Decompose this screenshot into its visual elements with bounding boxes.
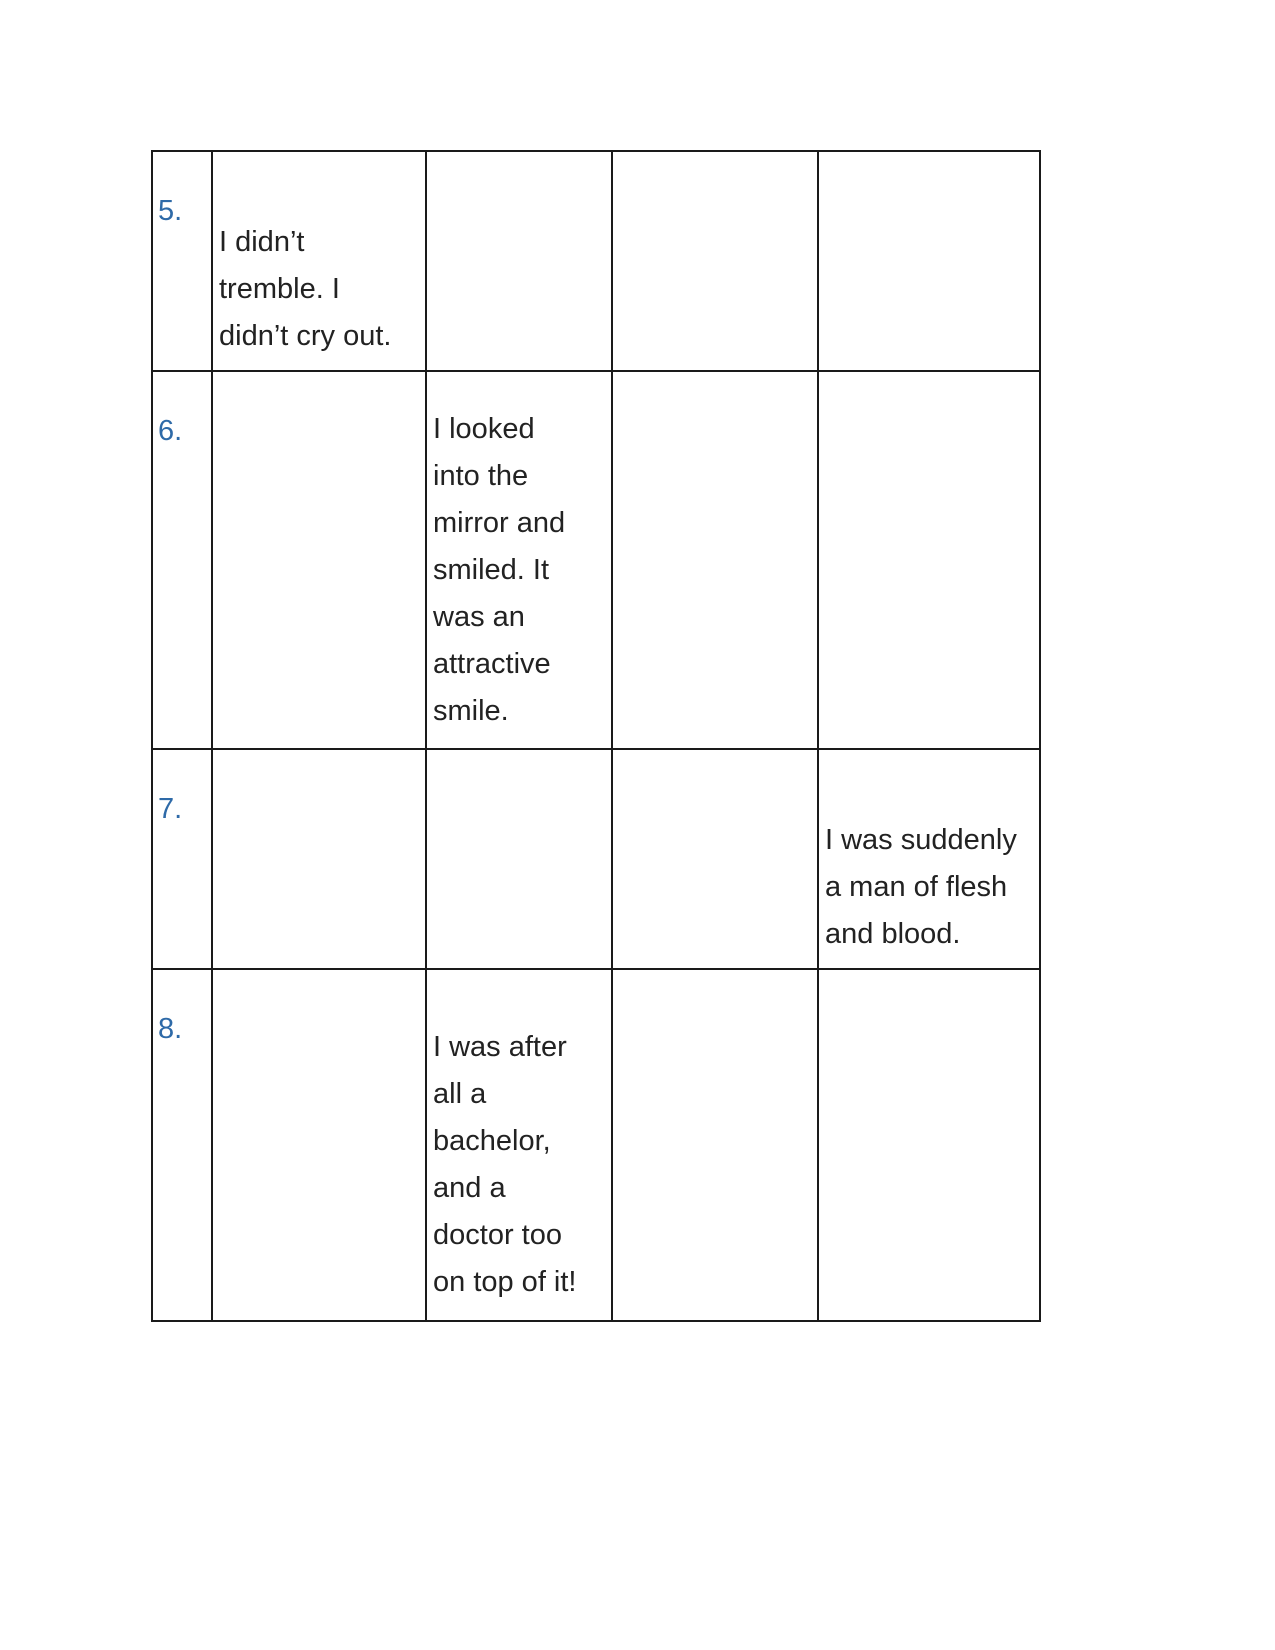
row-number-cell xyxy=(152,151,212,371)
table-cell xyxy=(212,969,426,1321)
table-row xyxy=(152,969,1040,1321)
row-number: 7. xyxy=(158,793,183,825)
table-cell xyxy=(612,969,818,1321)
cell-text: I was suddenly a man of flesh and blood. xyxy=(825,824,1017,950)
table-cell xyxy=(426,151,612,371)
cell-text: I didn’t tremble. I didn’t cry out. xyxy=(219,226,392,352)
row-number-cell xyxy=(152,969,212,1321)
table-cell xyxy=(818,151,1040,371)
sentence-table xyxy=(151,150,1041,1322)
table-cell xyxy=(212,371,426,749)
table-cell xyxy=(818,749,1040,969)
table-row xyxy=(152,151,1040,371)
table-cell xyxy=(612,151,818,371)
row-number-cell xyxy=(152,749,212,969)
cell-text: I looked into the mirror and smiled. It was an attractive smile. xyxy=(433,413,566,727)
table-cell xyxy=(612,749,818,969)
cell-text: I was after all a bachelor, and a doctor too on top of it! xyxy=(433,1031,577,1298)
row-number: 8. xyxy=(158,1013,183,1045)
table-cell xyxy=(212,151,426,371)
table-cell xyxy=(612,371,818,749)
table-row xyxy=(152,371,1040,749)
row-number-cell xyxy=(152,371,212,749)
table-cell xyxy=(818,969,1040,1321)
table-cell xyxy=(426,371,612,749)
row-number: 6. xyxy=(158,415,183,447)
table-row xyxy=(152,749,1040,969)
table-cell xyxy=(818,371,1040,749)
table-cell xyxy=(426,969,612,1321)
table-cell xyxy=(426,749,612,969)
row-number: 5. xyxy=(158,195,183,227)
table-cell xyxy=(212,749,426,969)
